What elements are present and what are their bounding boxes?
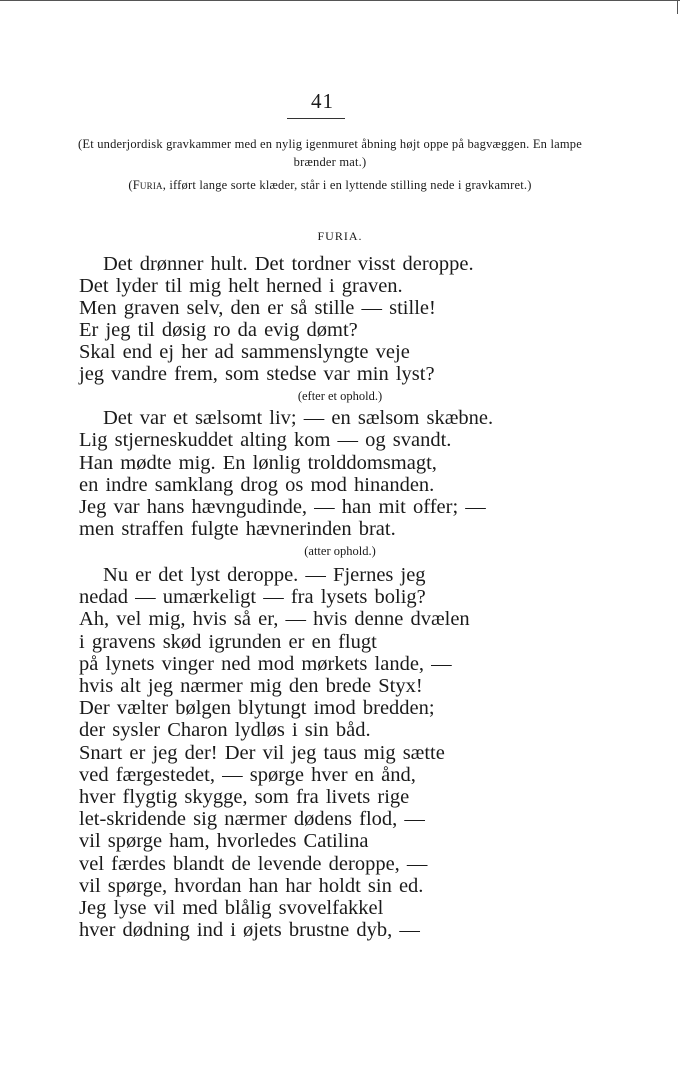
verse-line: i gravens skød igrunden er en flugt [79, 631, 377, 653]
verse-line: Lig stjerneskuddet alting kom — og svandt. [79, 429, 452, 451]
verse-line: Er jeg til døsig ro da evig dømt? [79, 319, 358, 341]
verse-line: nedad — umærkeligt — fra lysets bolig? [79, 586, 426, 608]
page-number: 41 [311, 89, 334, 113]
stage-direction-setting: (Et underjordisk gravkammer med en nylig igenmuret åbning højt oppe på bagvæggen. En lampe brænder mat.) [78, 137, 582, 169]
page-number-rule [287, 118, 345, 119]
verse-line: Jeg var hans hævngudinde, — han mit offer; — [79, 496, 486, 518]
top-border-rule [0, 0, 680, 1]
character-name: Furia [132, 178, 163, 192]
verse-line: men straffen fulgte hævnerinden brat. [79, 518, 396, 540]
verse-line: hver dødning ind i øjets brustne dyb, — [79, 919, 420, 941]
verse-line: Men graven selv, den er så stille — stille! [79, 297, 436, 319]
verse-line: Ah, vel mig, hvis så er, — hvis denne dvælen [79, 608, 470, 630]
verse-line: Snart er jeg der! Der vil jeg taus mig sætte [79, 742, 445, 764]
verse-line: hvis alt jeg nærmer mig den brede Styx! [79, 675, 423, 697]
verse-line: Der vælter bølgen blytungt imod bredden; [79, 697, 435, 719]
verse-line: Det lyder til mig helt herned i graven. [79, 275, 403, 297]
stage-pause: (efter et ophold.) [297, 389, 383, 403]
verse-line: let-skridende sig nærmer dødens flod, — [79, 808, 425, 830]
verse-line: på lynets vinger ned mod mørkets lande, — [79, 653, 452, 675]
speaker-heading: FURIA. [317, 229, 363, 243]
verse-line: Nu er det lyst deroppe. — Fjernes jeg [103, 564, 426, 586]
verse-line: vil spørge, hvordan han har holdt sin ed. [79, 875, 424, 897]
stage-pause: (atter ophold.) [304, 544, 376, 558]
verse-line: vil spørge ham, hvorledes Catilina [79, 830, 369, 852]
verse-line: ved færgestedet, — spørge hver en ånd, [79, 764, 416, 786]
verse-line: vel færdes blandt de levende deroppe, — [79, 853, 428, 875]
verse-line: Han mødte mig. En lønlig trolddomsmagt, [79, 452, 437, 474]
verse-line: Det var et sælsomt liv; — en sælsom skæbne. [103, 407, 494, 429]
verse-line: Jeg lyse vil med blålig svovelfakkel [79, 897, 384, 919]
corner-mark [677, 0, 678, 14]
verse-line: der sysler Charon lydløs i sin båd. [79, 719, 371, 741]
verse-line: jeg vandre frem, som stedse var min lyst? [79, 363, 435, 385]
stage-direction-text: , ifført lange sorte klæder, står i en lyttende stilling nede i gravkamret.) [162, 178, 532, 192]
verse-line: hver flygtig skygge, som fra livets rige [79, 786, 410, 808]
verse-line: Skal end ej her ad sammenslyngte veje [79, 341, 410, 363]
stage-direction-furia: (Furia, ifført lange sorte klæder, står i en lyttende stilling nede i gravkamret.) [128, 178, 532, 192]
verse-line: Det drønner hult. Det tordner visst deroppe. [103, 253, 474, 275]
verse-line: en indre samklang drog os mod hinanden. [79, 474, 435, 496]
